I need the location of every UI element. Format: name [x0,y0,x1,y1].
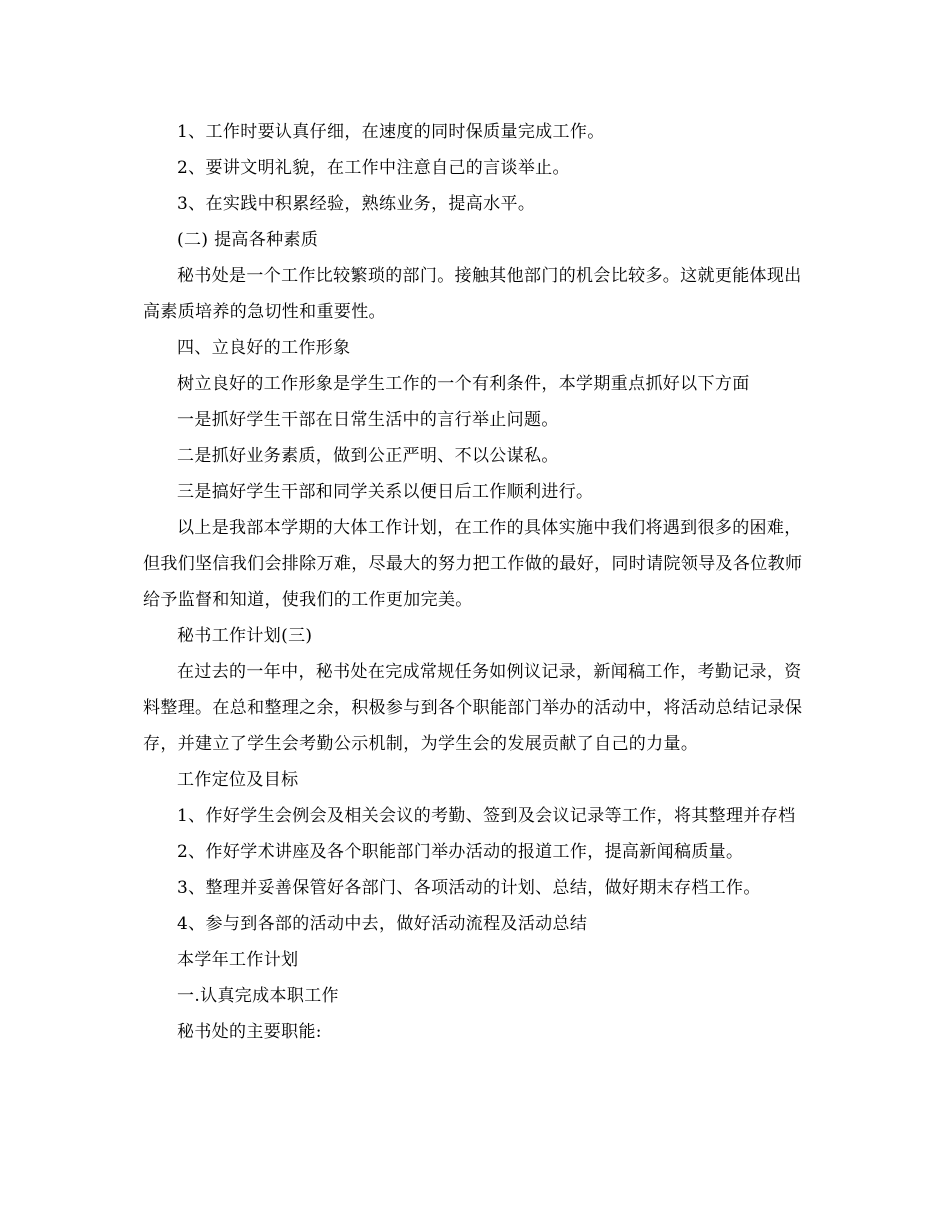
paragraph: 3、整理并妥善保管好各部门、各项活动的计划、总结，做好期末存档工作。 [177,878,761,898]
paragraph: 一是抓好学生干部在日常生活中的言行举止问题。 [177,410,559,430]
paragraph: 二是抓好业务素质，做到公正严明、不以公谋私。 [177,446,559,466]
section-heading: 一.认真完成本职工作 [177,986,339,1006]
section-heading: 秘书工作计划(三) [177,626,313,646]
paragraph: 3、在实践中积累经验，熟练业务，提高水平。 [177,194,536,214]
document-body [143,114,813,1050]
paragraph: 树立良好的工作形象是学生工作的一个有利条件，本学期重点抓好以下方面 [177,374,750,394]
paragraph: 三是搞好学生干部和同学关系以便日后工作顺利进行。 [177,482,594,502]
paragraph: 秘书处是一个工作比较繁琐的部门。接触其他部门的机会比较多。这就更能体现出高素质培养的急切性和重要性。 [143,266,802,322]
section-heading: (二) 提高各种素质 [177,230,319,250]
section-heading: 本学年工作计划 [177,950,299,970]
paragraph: 秘书处的主要职能: [177,1022,322,1042]
paragraph: 4、参与到各部的活动中去，做好活动流程及活动总结 [177,914,588,934]
paragraph: 2、要讲文明礼貌，在工作中注意自己的言谈举止。 [177,158,570,178]
section-heading: 工作定位及目标 [177,770,299,790]
paragraph: 1、工作时要认真仔细，在速度的同时保质量完成工作。 [177,122,605,142]
paragraph: 在过去的一年中，秘书处在完成常规任务如例议记录，新闻稿工作，考勤记录，资料整理。在总和整理之余，积极参与到各个职能部门举办的活动中，将活动总结记录保存，并建立了学生会考勤公示机制，为学生会的发展贡献了自己的力量。 [143,662,803,754]
section-heading: 四、立良好的工作形象 [177,338,351,358]
paragraph: 以上是我部本学期的大体工作计划，在工作的具体实施中我们将遇到很多的困难，但我们坚信我们会排除万难，尽最大的努力把工作做的最好，同时请院领导及各位教师给予监督和知道，使我们的工作更加完美。 [143,518,803,610]
paragraph: 1、作好学生会例会及相关会议的考勤、签到及会议记录等工作，将其整理并存档 [177,806,796,826]
paragraph: 2、作好学术讲座及各个职能部门举办活动的报道工作，提高新闻稿质量。 [177,842,744,862]
